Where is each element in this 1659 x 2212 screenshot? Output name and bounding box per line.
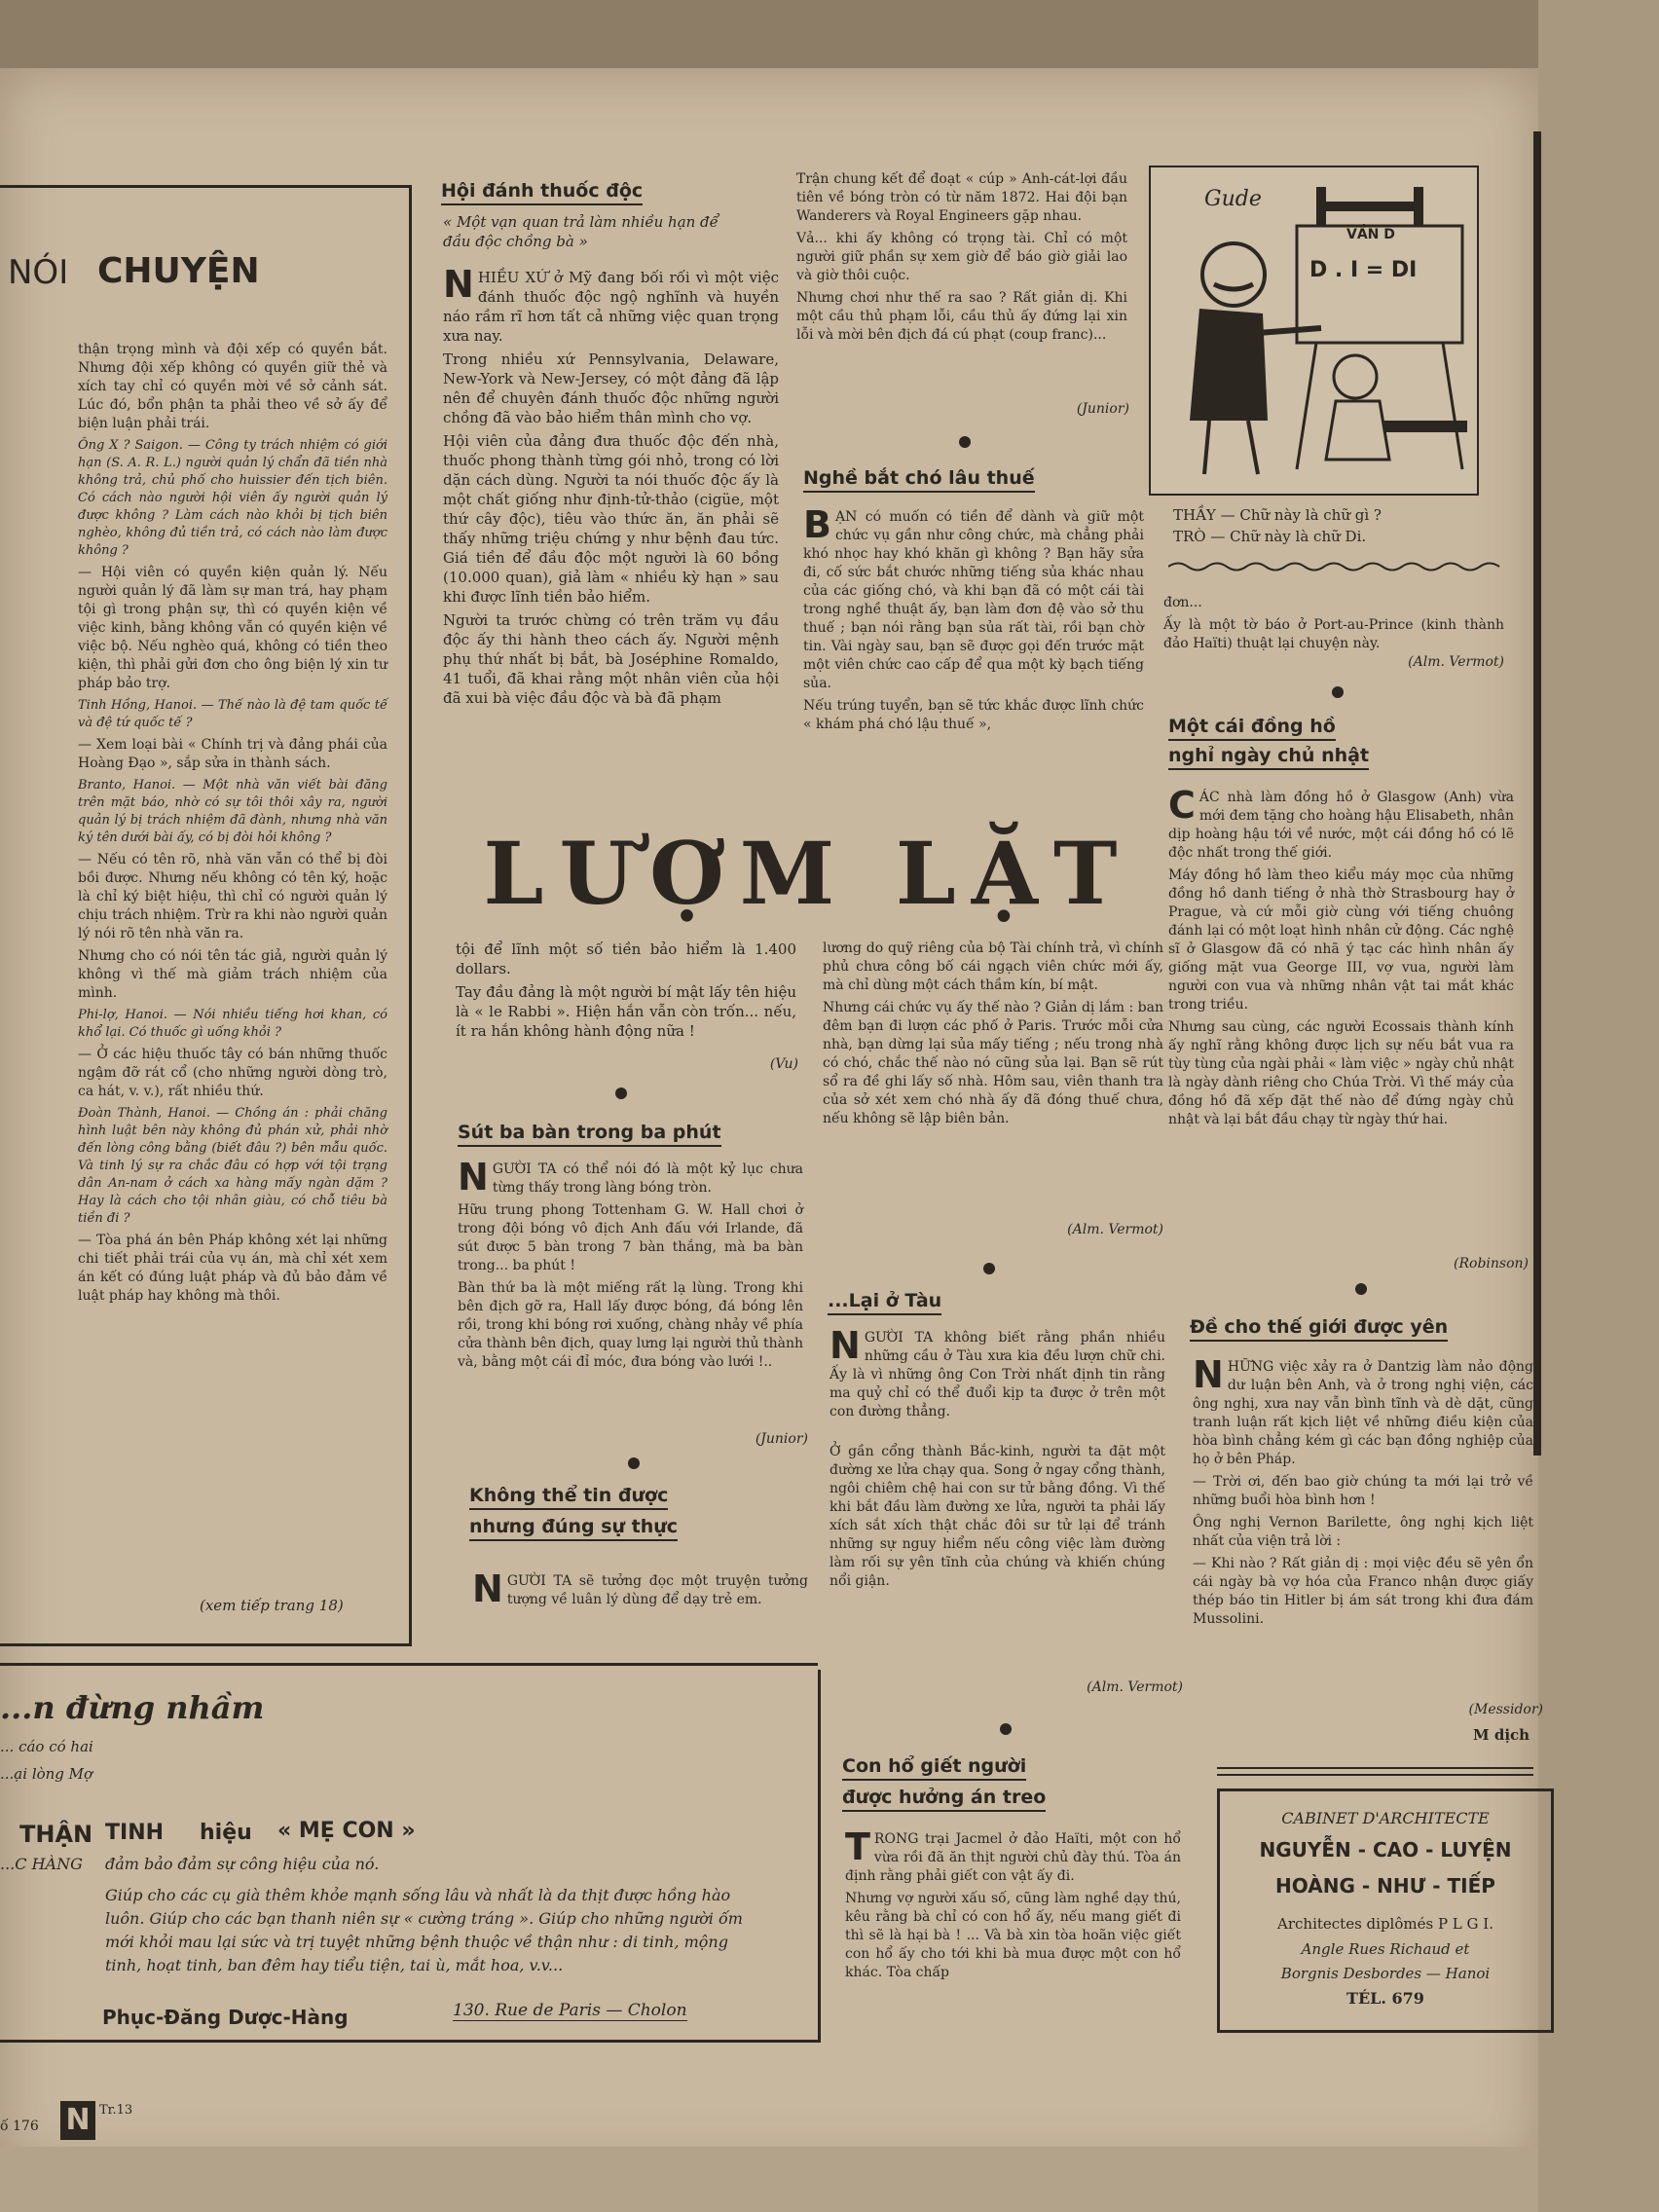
dropcap: N: [443, 263, 474, 306]
article-poison-p4: Người ta trước chừng có trên trăm vụ đầu độc ấy thi hành theo cách ấy. Người mệnh phụ thứ nhất bị bắt, bà Joséphine Romaldo, 41 tuổi, đã khai rằng một nhân viên của hội đã xui bà việc đầu độc và bà đã phạm: [443, 611, 779, 707]
dropcap: N: [458, 1156, 489, 1198]
article-dog-sign: (Alm. Vermot): [1067, 1222, 1163, 1237]
ad-pharmacy-product-a: TINH: [105, 1821, 165, 1845]
background-top: [0, 0, 1538, 68]
ad-architect-line7: TÉL. 679: [1346, 1989, 1424, 2008]
qa-letter: Đoàn Thành, Hanoi. — Chồng án : phải chăng hình luật bên này không đủ phán xử, phải nhờ đến lòng công bằng (biết đâu ?) bên mẫu quốc. Và tinh lý sự ra chắc đâu có hợp với tội trạng dân An-nam ở cách xa hàng mấy ngàn dặm ? Hay là cách cho tội nhân giàu, có chỗ tiêu bà tiền đi ?: [78, 1106, 387, 1226]
article-dog-p3: lương do quỹ riêng của bộ Tài chính trả, vì chính phủ chưa công bố cái ngạch viên chức mới ấy, mà chỉ dùng một cách thầm kín, bí mật.: [823, 940, 1163, 993]
cartoon-board-line1: VẦN D: [1346, 227, 1395, 242]
article-clock-title-2: nghỉ ngày chủ nhật: [1168, 745, 1369, 770]
ad-architect-line3: HOÀNG - NHƯ - TIẾP: [1275, 1874, 1495, 1898]
qa-letter: Phi-lợ, Hanoi. — Nói nhiều tiếng hơi khan, có khổ lại. Có thuốc gì uống khỏi ?: [78, 1008, 387, 1040]
article-unbelievable-title-2: nhưng đúng sự thực: [469, 1516, 678, 1541]
qa-title: CHUYỆN: [97, 251, 260, 291]
dropcap: N: [472, 1567, 503, 1610]
article-tiger-body: [845, 1825, 1181, 1986]
qa-title-prefix: NÓI: [8, 253, 69, 292]
dropcap: T: [845, 1825, 870, 1868]
qa-para: — Hội viên có quyền kiện quản lý. Nếu người quản lý đã làm sự man trá, hay phạm tội gì trong phận sự, thì có quyền kiện về việc kinh, bằng không vẫn có quyền kiện về việc bộ. Nếu nghèo quá, không có tiền theo kiện, thì phải gửi đơn cho ông biện lý xin tư pháp bảo trợ.: [78, 565, 387, 691]
article-goal-p3: Bàn thứ ba là một miếng rất lạ lùng. Trong khi bên địch gỡ ra, Hall lấy được bóng, đá bóng lên rồi, trong khi bóng rơi xuống, chàng nhảy về phía cửa thành bên địch, quay lưng lại người thủ thành và, bằng một cái đỉ móc, đưa bóng vào lưới !..: [458, 1280, 803, 1370]
article-peace-p3: Ông nghị Vernon Barilette, ông nghị kịch liệt nhất của viện trả lời :: [1193, 1515, 1533, 1549]
article-haiti-body: [1163, 594, 1504, 657]
cartoon-drawing: [1151, 167, 1477, 494]
dropcap: N: [830, 1324, 861, 1367]
ad-pharmacy-brand-left2: ...C HÀNG: [0, 1855, 83, 1873]
article-clock-p3: Nhưng sau cùng, các người Ecossais thành kính ấy nghĩ rằng không được lịch sự nếu bắt vua ra tùy tùng của ngài phải « làm việc » ngày chủ nhật là ngày dành riêng cho Chúa Trời. Vì thế máy của đồng hồ đã xếp đặt thế nào để đứng ngày chủ nhật và lại bắt đầu chạy từ ngày thứ hai.: [1168, 1019, 1514, 1127]
qa-letter: Ông X ? Saigon. — Công ty trách nhiệm có giới hạn (S. A. R. L.) người quản lý chẩn đã tiền nhà không trả, chủ phố cho huissier đến tịch biên. Có cách nào người hội viên ấy người quản lý được không ? Làm cách nào khỏi bị tịch biên nghèo, không đủ tiền trả, có cách nào làm được không ?: [78, 438, 387, 558]
ad-pharmacy-line1: ... cáo có hai: [0, 1738, 93, 1755]
separator-dot: [1000, 1723, 1012, 1735]
article-goal-sign: (Junior): [755, 1431, 808, 1447]
article-clock-body: [1168, 784, 1514, 1133]
ad-pharmacy-p2: Giúp cho các cụ già thêm khỏe mạnh sống lâu và nhất là da thịt được hồng hào luôn. Giúp cho các bạn thanh niên sự « cường tráng ». Giúp cho những người ốm mới khỏi mau lại sức và trị tuyệt những bệnh thuộc về thận như : di tinh, mộng tinh, hoạt tinh, ban đêm hay tiểu tiện, tai ù, mắt hoa, v.v...: [105, 1886, 743, 1974]
article-clock-title-1: Một cái đồng hồ: [1168, 716, 1336, 741]
article-clock-p1: ÁC nhà làm đồng hồ ở Glasgow (Anh) vừa mới đem tặng cho hoàng hậu Elisabeth, nhân dịp hoàng hậu tới về nước, một cái đồng hồ có lẽ độc nhất trong thế giới.: [1168, 790, 1514, 861]
qa-letter: Tinh Hồng, Hanoi. — Thế nào là đệ tam quốc tế và đệ tứ quốc tế ?: [78, 698, 387, 730]
qa-text: [78, 341, 387, 1309]
dropcap: B: [803, 503, 831, 546]
qa-para: Nhưng cho có nói tên tác giả, người quản lý không vì thế mà giảm trách nhiệm của mình.: [78, 948, 387, 1001]
article-poison-title: Hội đánh thuốc độc: [441, 180, 643, 205]
article-cup-body: [796, 170, 1127, 349]
article-china-p1: GƯỜI TA không biết rằng phần nhiều những cầu ở Tàu xưa kia đều lượn chữ chi. Ấy là vì những ông Con Trời nhất định tin rằng ma quỷ chỉ có thể đuổi kịp ta được ở trên một con đường thẳng.: [830, 1330, 1165, 1419]
ad-architect-line1: CABINET D'ARCHITECTE: [1281, 1809, 1490, 1827]
article-cup-p1: Trận chung kết để đoạt « cúp » Anh-cát-lợi đầu tiên về bóng tròn có từ năm 1872. Hai đội bạn Wanderers và Royal Engineers gặp nhau.: [796, 171, 1127, 224]
ad-architect-line5: Angle Rues Richaud et: [1301, 1940, 1470, 1958]
article-unbelievable-title-1: Không thể tin được: [469, 1485, 668, 1510]
ad-architect-line4: Architectes diplômés P L G I.: [1277, 1915, 1493, 1933]
article-cup-sign: (Junior): [1076, 401, 1129, 417]
rule: [1217, 1767, 1533, 1769]
article-tiger-p2: Nhưng vợ người xấu số, cũng làm nghề dạy thú, kêu rằng bà chỉ có con hổ ấy, nếu mang giết đi thì sẽ là hại bà ! ... Và bà xin tòa hoãn việc giết con hổ ấy cho tới khi bà mua được một con hổ khác. Tòa chấp: [845, 1891, 1181, 1980]
article-unbelievable-body: [472, 1567, 808, 1613]
cartoon-caption-2: TRÒ — Chữ này là chữ Di.: [1173, 528, 1367, 545]
cartoon-frame: [1149, 166, 1479, 496]
article-clock-p2: Máy đồng hồ làm theo kiểu máy mọc của những đồng hồ danh tiếng ở nhà thờ Strasbourg hay ở Prague, và cứ mỗi giờ cùng với tiếng chuông đánh lại có một loạt hình nhân cử động. Các nghệ sĩ ở Glasgow đã có nhã ý tạc các hình nhân ấy giống mặt vua George III, vợ vua, người làm người con vua và những nhân vật tai mắt khác trong triều.: [1168, 867, 1514, 1013]
article-poison-body-cont: [456, 940, 796, 1045]
article-goal-title-wrap: [458, 1122, 721, 1147]
ad-pharmacy-p1: đảm bảo đảm sự công hiệu của nó.: [105, 1855, 380, 1873]
article-china-title-wrap: [828, 1290, 941, 1315]
article-peace-sign: (Messidor): [1468, 1702, 1543, 1717]
rule: [1217, 1774, 1533, 1776]
article-tiger-title-wrap: [842, 1755, 1046, 1812]
ad-pharmacy-brand-left: THẬN: [19, 1821, 93, 1848]
dropcap: C: [1168, 784, 1196, 827]
section-title: LƯỢM LẶT: [483, 823, 1133, 924]
footer-page: Tr.13: [99, 2103, 133, 2118]
cartoon-board-line2: D . I = DI: [1309, 258, 1418, 282]
article-peace-body: [1193, 1353, 1533, 1633]
article-goal-title: Sút ba bàn trong ba phút: [458, 1122, 721, 1147]
article-tiger-title-2: được hưởng án treo: [842, 1787, 1046, 1812]
article-poison-p3: Hội viên của đảng đưa thuốc độc đến nhà, thuốc phong thành từng gói nhỏ, trong có lời dặn cách dùng. Người ta nói thuốc độc ấy là một chất giống như định-tử-thảo (cigüe, một thứ cây độc), tiêu vào thức ăn, ăn phải sẽ thấy những triệu chứng y như bệnh đau tức. Giá tiền để đầu độc một người là 60 bồng (10.000 quan), giả làm « nhiều kỳ hạn » sau khi được lĩnh tiền bảo hiểm.: [443, 432, 779, 606]
article-cup-p3: Nhưng chơi như thế ra sao ? Rất giản dị. Khi một cầu thủ phạm lỗi, cầu thủ ấy đứng lại xin lỗi và mời bên địch đá cú phạt (coup franc)...: [796, 290, 1127, 343]
article-dog-body: [803, 503, 1144, 738]
article-clock-sign: (Robinson): [1454, 1256, 1529, 1272]
separator-dot: [1355, 1283, 1367, 1295]
page-edge-rule: [1533, 131, 1541, 1456]
article-haiti-p1: đơn...: [1163, 595, 1202, 610]
article-dog-title: Nghề bắt chó lâu thuế: [803, 467, 1035, 493]
article-goal-p2: Hữu trung phong Tottenham G. W. Hall chơi ở trong đội bóng vô địch Anh đấu với Irlande, đã sút được 5 bàn trong 7 bàn thắng, mà ba bàn trong... ba phút !: [458, 1202, 803, 1273]
qa-para: thận trọng mình và đội xếp có quyền bắt. Nhưng đội xếp không có quyền giữ thẻ và xích tay chỉ có quyền mời về sở cảnh sát. Lúc đó, bổn phận ta phải theo về sở ấy để biện luận phải trái.: [78, 342, 387, 431]
ad-architect-line2: NGUYỄN - CAO - LUYỆN: [1259, 1838, 1512, 1862]
article-china-p2: Ở gần cổng thành Bắc-kinh, người ta đặt một đường xe lửa chạy qua. Song ở ngay cổng thành, ngôi chiêm chệ hai con sư tử bằng đồng. Vì thế khi bắt đầu làm đường xe lửa, người ta phải lấy xích sắt xích thật chắc đôi sư tử lại để tránh những sự nguy hiểm nếu công việc làm đường làm rối sự yên tĩnh của chúng và khiến chúng nổi giận.: [830, 1444, 1165, 1589]
article-poison-p1: HIỀU XỨ ở Mỹ đang bối rối vì một việc đánh thuốc độc ngộ nghĩnh và huyền náo rầm rĩ hơn tất cả những việc quan trọng xưa nay.: [443, 269, 779, 345]
article-dog-title-wrap: [803, 467, 1035, 493]
ad-pharmacy-line2: ...ại lòng Mợ: [0, 1765, 93, 1783]
article-peace-title: Đề cho thế giới được yên: [1190, 1316, 1448, 1342]
article-poison-title-wrap: [441, 180, 643, 205]
article-goal-p1: GƯỜI TA có thể nói đó là một kỷ lục chưa từng thấy trong làng bóng tròn.: [492, 1161, 803, 1196]
article-cup-p2: Vả... khi ấy không có trọng tài. Chỉ có một người giữ phần sự xem giờ để báo giờ giải lao và giờ thôi cuộc.: [796, 231, 1127, 283]
footer-issue: ố 176: [0, 2119, 39, 2134]
qa-continued: (xem tiếp trang 18): [200, 1597, 344, 1614]
article-unbelievable-p1: GƯỜI TA sẽ tưởng đọc một truyện tưởng tượng về luân lý dùng để dạy trẻ em.: [506, 1573, 808, 1607]
article-dog-p4: Nhưng cái chức vụ ấy thế nào ? Giản dị lắm : ban đêm bạn đi lượn các phố ở Paris. Trước mỗi cửa nhà, bạn dừng lại sủa mấy tiếng ; nếu trong nhà có chó, chắc thế nào nó cũng sủa lại. Bạn sẽ rút sổ ra đề ghi lấy số nhà. Hôm sau, viên thanh tra của sở xét xem chó nhà ấy đã đóng thuế chưa, nếu không sẽ lập biên bản.: [823, 1000, 1163, 1126]
article-peace-translator: M dịch: [1473, 1726, 1530, 1744]
article-peace-p2: — Trời ơi, đến bao giờ chúng ta mới lại trở về những buổi hòa bình hơn !: [1193, 1474, 1533, 1508]
qa-para: — Ở các hiệu thuốc tây có bán những thuốc ngậm đỡ rát cổ (cho những người dòng trò, ca hát, v. v.), rất nhiều thứ.: [78, 1047, 387, 1099]
separator-dot: [983, 1263, 995, 1274]
article-poison-subtitle: « Một vạn quan trả làm nhiều hạn để đầu độc chồng bà »: [443, 213, 719, 250]
article-unbelievable-title-wrap: [469, 1485, 678, 1541]
article-china-sign: (Alm. Vermot): [1087, 1679, 1183, 1695]
article-poison-p5: tội để lĩnh một số tiền bảo hiểm là 1.400 dollars.: [456, 940, 796, 977]
separator-dot: [628, 1457, 640, 1469]
dropcap: N: [1193, 1353, 1224, 1396]
ad-pharmacy-address: 130. Rue de Paris — Cholon: [453, 2001, 687, 2020]
article-china-title: ...Lại ở Tàu: [828, 1290, 941, 1315]
article-dog-p2: Nếu trúng tuyển, bạn sẽ tức khắc được lĩnh chức « khám phá chó lậu thuế »,: [803, 698, 1144, 732]
rule: [0, 1663, 818, 1666]
article-clock-title-wrap: [1168, 716, 1369, 770]
qa-para: — Xem loại bài « Chính trị và đảng phái của Hoàng Đạo », sắp sửa in thành sách.: [78, 737, 387, 771]
article-peace-title-wrap: [1190, 1316, 1448, 1342]
separator-dot: [959, 436, 971, 448]
article-poison-p2: Trong nhiều xứ Pennsylvania, Delaware, New-York và New-Jersey, có một đảng đã lập nên để chuyên đánh thuốc độc những người chồng đã vào bảo hiểm thân mình cho vợ.: [443, 350, 779, 426]
background-bottom: [0, 2147, 1538, 2212]
article-china-body: [830, 1324, 1165, 1595]
ad-pharmacy-product-c: « MẸ CON »: [277, 1819, 416, 1843]
article-poison-sign: (Vu): [769, 1056, 798, 1072]
article-tiger-p1: RONG trại Jacmel ở đảo Haïti, một con hổ vừa rồi đã ăn thịt người chủ đày thú. Tòa án định rằng phải giết con vật ấy đi.: [845, 1831, 1181, 1884]
article-poison-p6: Tay đầu đảng là một người bí mật lấy tên hiệu là « le Rabbi ». Hiện hắn vẫn còn trốn... nếu, ít ra hắn không hành động nữa !: [456, 983, 796, 1040]
cartoon-signature: Gude: [1204, 187, 1262, 211]
qa-letter: Branto, Hanoi. — Một nhà văn viết bài đăng trên mặt báo, nhờ có sự tôi thôi xây ra, người quản lý bị trách nhiệm đã đành, nhưng nhà văn ký tên dưới bài ấy, có bị đòi hỏi không ?: [78, 778, 387, 845]
qa-para: — Nếu có tên rõ, nhà văn vẫn có thể bị đòi bồi được. Nhưng nếu không có tên ký, hoặc là chỉ ký biệt hiệu, thì chỉ có người quản lý chịu trách nhiệm. Trừ ra khi nào người quản lý nói rõ tên nhà văn ra.: [78, 852, 387, 941]
qa-para: — Tòa phá án bên Pháp không xét lại những chi tiết phải trái của vụ án, mà chỉ xét xem án kết có đúng luật pháp và đủ bảo đảm về luật pháp hay không mà thôi.: [78, 1233, 387, 1304]
separator-dot: [615, 1088, 627, 1099]
background-right: [1538, 0, 1659, 2212]
article-haiti-p2: Ấy là một tờ báo ở Port-au-Prince (kinh thành đảo Haïti) thuật lại chuyện này.: [1163, 617, 1504, 651]
ad-pharmacy-name: Phục-Đăng Dược-Hàng: [102, 2006, 349, 2029]
article-peace-p1: HỮNG việc xảy ra ở Dantzig làm nảo động dư luận bên Anh, và ở trong nghị viện, các ông nghị, xưa nay vẫn bình tĩnh và dè dặt, cũng tranh luận rất kịch liệt về những điều kiện của hòa bình chẳng kém gì các bạn đồng nghiệp của họ ở bên Pháp.: [1193, 1359, 1533, 1467]
article-poison-body: [443, 263, 779, 712]
article-haiti-sign: (Alm. Vermot): [1408, 654, 1504, 670]
ad-pharmacy-headline: ...n đừng nhầm: [0, 1689, 265, 1726]
cartoon-caption-1: THẦY — Chữ này là chữ gì ?: [1173, 506, 1382, 524]
footer-logo: N: [60, 2101, 95, 2140]
article-tiger-title-1: Con hổ giết người: [842, 1755, 1026, 1781]
ad-pharmacy-product-b: hiệu: [200, 1821, 252, 1845]
article-goal-body: [458, 1156, 803, 1376]
wavy-divider: [1168, 560, 1519, 573]
article-peace-p4: — Khi nào ? Rất giản dị : mọi việc đều sẽ yên ổn cái ngày bà vợ hóa của Franco nhận được giấy thép báo tin Hitler bị ám sát trong khi đưa đám Mussolini.: [1193, 1556, 1533, 1627]
article-dog-p1: ẠN có muốn có tiền để dành và giữ một chức vụ gần như công chức, mà chẳng phải khó nhọc hay khó khăn gì không ? Bạn hãy sửa đi, cố sức bắt chước những tiếng sủa khác nhau của các giống chó, và khi bạn đã có một cái tài trong nghề thuật ấy, bạn làm đơn đệ vào sở thu thuế ; bạn nói rằng bạn sủa rất tài, rồi bạn chờ tin. Vài ngày sau, bạn sẽ được gọi đến trước mặt một viên chức cao cấp để qua một kỳ bạch tiếng sủa.: [803, 509, 1144, 691]
ad-architect-line6: Borgnis Desbordes — Hanoi: [1280, 1965, 1491, 1982]
separator-dot: [1332, 686, 1344, 698]
article-dog-body-cont: [823, 940, 1163, 1132]
